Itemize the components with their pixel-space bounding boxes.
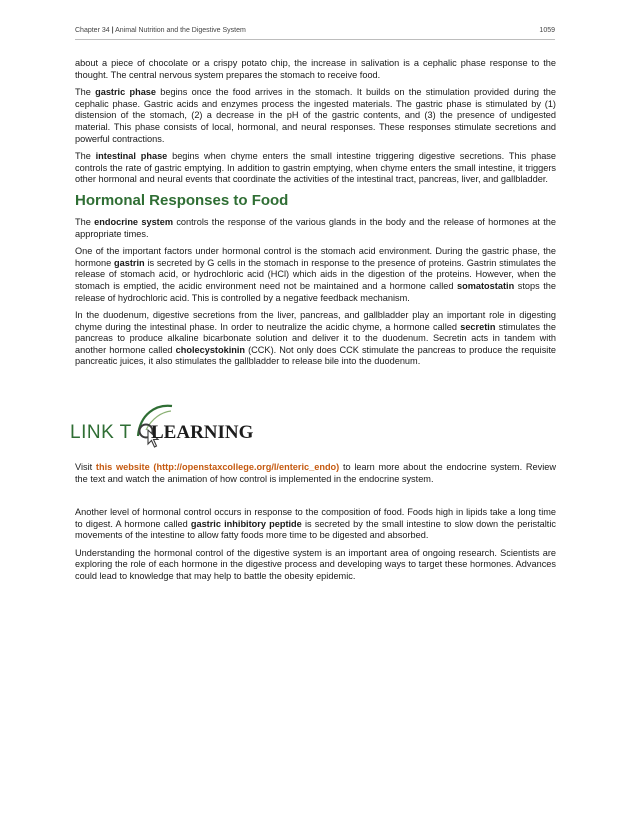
visit-text: Visit this website (http://openstaxcollege.org/l/enteric_endo) to learn more about the endocrine system. Review the text and watch the animation of how control is implemented in the endocrine system. — [75, 462, 556, 484]
closing-content — [75, 507, 556, 589]
term-secretin: secretin — [460, 321, 496, 332]
term-gastrin: gastrin — [114, 257, 145, 268]
term-cholecystokinin: cholecystokinin — [175, 344, 246, 355]
paragraph-endocrine-system: The endocrine system controls the response of the various glands in the body and the release of hormones at the appropriate times. — [75, 216, 556, 239]
paragraph-cephalic-end: about a piece of chocolate or a crispy potato chip, the increase in salivation is a cephalic phase response to the thought. The central nervous system prepares the stomach to receive food. — [75, 58, 556, 80]
section-heading: Hormonal Responses to Food — [75, 191, 289, 209]
chapter-number: Chapter 34 — [75, 27, 110, 34]
term-intestinal-phase: intestinal phase — [95, 151, 168, 162]
page-header — [75, 25, 555, 40]
page-number: 1059 — [539, 27, 555, 34]
paragraph-gastrin: One of the important factors under hormonal control is the stomach acid environment. During the gastric phase, the hormone gastrin is secreted by G cells in the stomach in response to the presence of proteins. Gastrin stimulates the release of stomach acid, or hydrochloric acid (HCl) which aids in the digestion of the proteins. However, when the stomach is emptied, the acidic environment need not be maintained and a hormone called somatostatin stops the release of hydrochloric acid. This is controlled by a negative feedback mechanism. — [75, 246, 556, 303]
paragraph-gastric-phase: The gastric phase begins once the food arrives in the stomach. It builds on the stimulation provided during the cephalic phase. Gastric acids and enzymes process the ingested materials. The gastric phase is stimulated by (1) distension of the stomach, (2) a decrease in the pH of the gastric contents, and (3) the presence of undigested material. This phase consists of local, hormonal, and neural responses. These responses stimulate secretions and powerful contractions. — [75, 87, 557, 144]
chapter-title: Animal Nutrition and the Digestive System — [115, 27, 246, 34]
term-gastric-phase: gastric phase — [95, 87, 157, 98]
paragraph-gip: Another level of hormonal control occurs in response to the composition of food. Foods high in lipids take a long time to digest. A hormone called gastric inhibitory peptide is secreted by the small intestine to slow down the peristaltic movements of the intestine to allow fatty foods more time to be digested and absorbed. — [75, 507, 556, 541]
website-link[interactable]: this website (http://openstaxcollege.org/l/enteric_endo) — [95, 462, 340, 472]
paragraph-duodenum: In the duodenum, digestive secretions from the liver, pancreas, and gallbladder play an important role in digesting chyme during the intestinal phase. In order to neutralize the acidic chyme, a hormone called secretin stimulates the pancreas to produce alkaline bicarbonate solution and deliver it to the duodenum. Secretin acts in tandem with another hormone called cholecystokinin (CCK). Not only does CCK stimulate the pancreas to produce the requisite pancreatic juices, it also stimulates the gallbladder to release bile into the duodenum. — [75, 310, 556, 367]
running-head — [75, 27, 246, 34]
term-endocrine-system: endocrine system — [94, 216, 174, 227]
logo-text-link: LINK T — [70, 422, 132, 443]
link-to-learning-box — [75, 462, 556, 485]
term-somatostatin: somatostatin — [457, 280, 515, 291]
paragraph-intestinal-phase: The intestinal phase begins when chyme enters the small intestine triggering digestive secretions. This phase controls the rate of gastric emptying. In addition to gastrin emptying, when chyme enters the small intestine, it triggers other hormonal and neural events that coordinate the activities of the intestinal tract, pancreas, liver, and gallbladder. — [75, 151, 557, 185]
separator: | — [111, 27, 114, 34]
term-gastric-inhibitory-peptide: gastric inhibitory peptide — [190, 518, 302, 529]
logo-text-learning: LEARNING — [151, 422, 254, 443]
paragraph-research: Understanding the hormonal control of the digestive system is an important area of ongoing research. Scientists are exploring the role of each hormone in the digestive process and developing ways to target these hormones. Advances could lead to knowledge that may help to battle the obesity epidemic. — [75, 547, 556, 581]
link-to-learning-logo — [68, 400, 254, 455]
main-content — [75, 58, 556, 374]
